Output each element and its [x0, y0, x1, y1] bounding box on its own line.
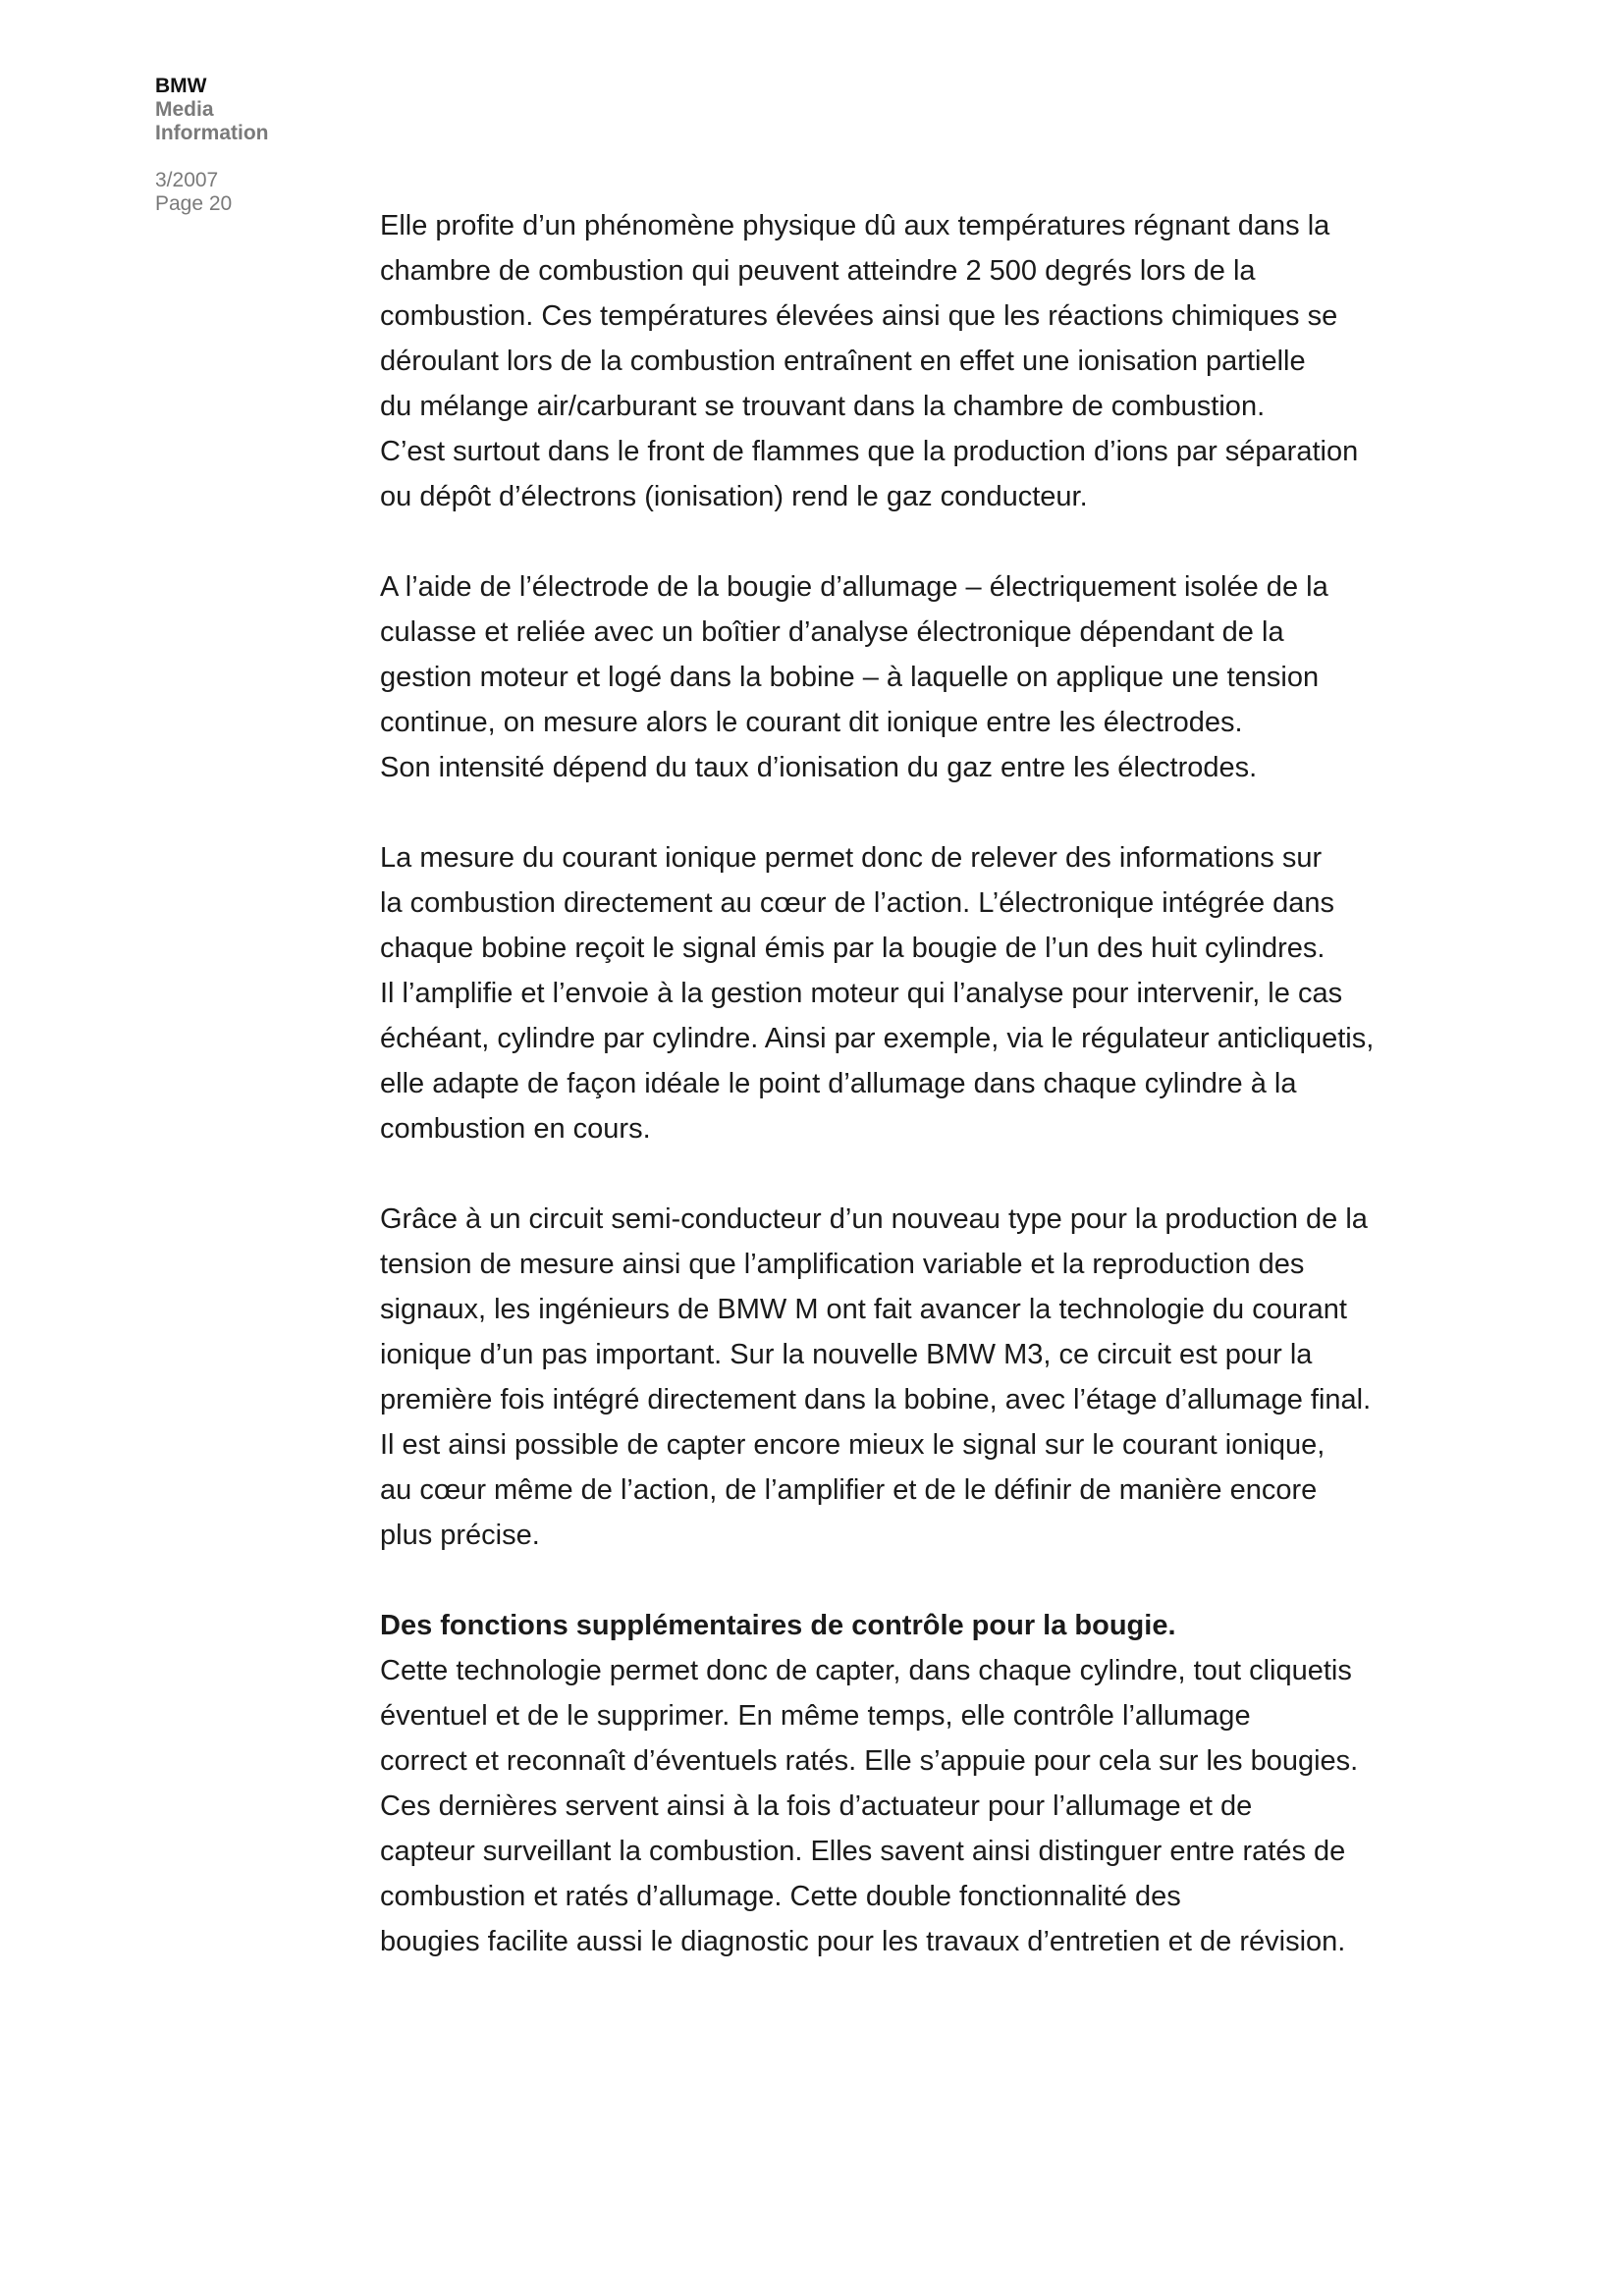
text-line: continue, on mesure alors le courant dit ionique entre les électrodes. [380, 707, 1243, 738]
paragraph-3 [380, 835, 1421, 1151]
text-line: Il est ainsi possible de capter encore mieux le signal sur le courant ionique, [380, 1429, 1325, 1461]
text-line: combustion et ratés d’allumage. Cette double fonctionnalité des [380, 1881, 1181, 1912]
text-line: chambre de combustion qui peuvent atteindre 2 500 degrés lors de la [380, 255, 1256, 287]
text-line: La mesure du courant ionique permet donc de relever des informations sur [380, 842, 1323, 874]
brand-subtitle-information: Information [155, 122, 269, 144]
text-line: culasse et reliée avec un boîtier d’analyse électronique dépendant de la [380, 616, 1284, 648]
paragraph-4 [380, 1197, 1421, 1558]
text-line: Il l’amplifie et l’envoie à la gestion moteur qui l’analyse pour intervenir, le cas [380, 978, 1343, 1009]
text-line: correct et reconnaît d’éventuels ratés. Elle s’appuie pour cela sur les bougies. [380, 1745, 1359, 1777]
text-line: tension de mesure ainsi que l’amplification variable et la reproduction des [380, 1249, 1305, 1280]
main-text [380, 203, 1421, 2009]
text-line: au cœur même de l’action, de l’amplifier et de le définir de manière encore [380, 1474, 1318, 1506]
page-header-sidebar [155, 75, 352, 216]
brand-name: BMW [155, 75, 207, 97]
text-line: éventuel et de le supprimer. En même temps, elle contrôle l’allumage [380, 1700, 1251, 1732]
text-line: capteur surveillant la combustion. Elles savent ainsi distinguer entre ratés de [380, 1836, 1346, 1867]
text-line: signaux, les ingénieurs de BMW M ont fait avancer la technologie du courant [380, 1294, 1347, 1325]
text-line: C’est surtout dans le front de flammes que la production d’ions par séparation [380, 436, 1359, 467]
text-line: Elle profite d’un phénomène physique dû aux températures régnant dans la [380, 210, 1330, 241]
text-line: la combustion directement au cœur de l’action. L’électronique intégrée dans [380, 887, 1335, 919]
text-line: chaque bobine reçoit le signal émis par la bougie de l’un des huit cylindres. [380, 933, 1325, 964]
text-line: combustion en cours. [380, 1113, 651, 1145]
text-line: première fois intégré directement dans la bobine, avec l’étage d’allumage final. [380, 1384, 1372, 1415]
text-line: ionique d’un pas important. Sur la nouvelle BMW M3, ce circuit est pour la [380, 1339, 1313, 1370]
section-heading: Des fonctions supplémentaires de contrôle pour la bougie. [380, 1610, 1176, 1641]
paragraph-1 [380, 203, 1421, 519]
text-line: du mélange air/carburant se trouvant dans la chambre de combustion. [380, 391, 1266, 422]
text-line: plus précise. [380, 1520, 540, 1551]
text-line: Ces dernières servent ainsi à la fois d’actuateur pour l’allumage et de [380, 1790, 1253, 1822]
text-line: Grâce à un circuit semi-conducteur d’un nouveau type pour la production de la [380, 1203, 1368, 1235]
issue-date: 3/2007 [155, 169, 219, 191]
text-line: Cette technologie permet donc de capter, dans chaque cylindre, tout cliquetis [380, 1655, 1352, 1686]
text-line: déroulant lors de la combustion entraînent en effet une ionisation partielle [380, 346, 1306, 377]
page-number: Page 20 [155, 192, 233, 215]
text-line: échéant, cylindre par cylindre. Ainsi par exemple, via le régulateur anticliquetis, [380, 1023, 1375, 1054]
document-meta [155, 169, 352, 216]
text-line: gestion moteur et logé dans la bobine – à laquelle on applique une tension [380, 662, 1320, 693]
text-line: ou dépôt d’électrons (ionisation) rend le gaz conducteur. [380, 481, 1088, 512]
brand-subtitle-media: Media [155, 98, 214, 121]
brand-block [155, 75, 352, 145]
text-line: bougies facilite aussi le diagnostic pour les travaux d’entretien et de révision. [380, 1926, 1346, 1957]
text-line: Son intensité dépend du taux d’ionisation du gaz entre les électrodes. [380, 752, 1258, 783]
section-paragraph [380, 1603, 1421, 1964]
text-line: A l’aide de l’électrode de la bougie d’allumage – électriquement isolée de la [380, 571, 1328, 603]
text-line: combustion. Ces températures élevées ainsi que les réactions chimiques se [380, 300, 1338, 332]
text-line: elle adapte de façon idéale le point d’allumage dans chaque cylindre à la [380, 1068, 1297, 1099]
paragraph-2 [380, 564, 1421, 790]
